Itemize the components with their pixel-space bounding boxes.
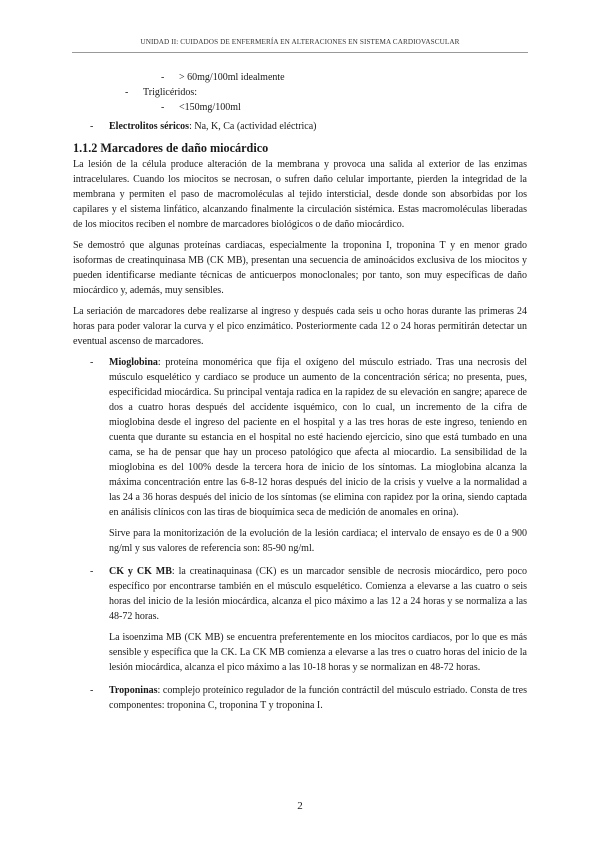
marker-name: CK y CK MB [109, 566, 172, 577]
marker-item: - Troponinas: complejo proteínico regulador de la función contráctil del músculo estriado. Consta de tres componentes: troponina C, troponina T y troponina I. [90, 685, 527, 711]
list-item-text: Triglicéridos: [143, 87, 198, 98]
marker-name: Troponinas [109, 685, 158, 696]
marker-item: - Mioglobina: proteína monomérica que fija el oxígeno del músculo estriado. Tras una necrosis del músculo esquelético y cardiaco se produce un aumento de la concentración sérica; no presenta, pues, especificidad miocárdica. Su principal ventaja radica en la rapidez de su elevación en sangre; aparece de dos a cuatro horas después del accidente isquémico, con lo cual, un incremento de la cifra de mioglobina desde el ingreso del paciente en el hospital y a las tres horas de este ingreso, teniendo en cuenta que durante su estancia en el hospital no esté haciendo ejercicio, sino que está tumbado en una cama, se ha de pensar que hay un proceso patológico que afecta al miocardio. La sensibilidad de la mioglobina es del 100% desde la tercera hora de inicio de los síntomas. La mioglobina alcanza la máxima concentración entre las 6-8-12 horas después del inicio de la crisis y vuelve a la normalidad a las 24 a 36 horas después del inicio de los síntomas (se elimina con rapidez por la orina, siendo captada en análisis clínicos con las tiras de bioquímica seca de medición de anomales en orina). Sirve para la monitorización de la evolución de la lesión cardiaca; el intervalo de ensayo es de 0 a 900 ng/ml y sus valores de referencia son: 85-90 ng/ml. [90, 357, 527, 554]
header-rule [72, 52, 528, 53]
paragraph: La lesión de la célula produce alteración de la membrana y provoca una salida al exterior de las enzimas intracelulares. Cuando los miocitos se necrosan, o sufren daño celular importante, pierden la integridad de la membrana y permiten el paso de macromoléculas al tejido intersticial, desde donde son absorbidas por los capilares y el sistema linfático, alcanzando finalmente la circulación sistémica. Estas macromoléculas liberadas de los miocitos reciben el nombre de marcadores biológicos o de daño miocárdico. [73, 159, 527, 230]
list-item: - Triglicéridos: [125, 87, 198, 98]
marker-item: - CK y CK MB: la creatinaquinasa (CK) es un marcador sensible de necrosis miocárdico, pero poco específico por encontrarse también en el músculo esquelético. Comienza a elevarse a las cuatro o seis horas del inicio de la lesión miocárdica, alcanza el pico máximo a las 12 a 24 horas y se normaliza a las 48-72 horas. La isoenzima MB (CK MB) se encuentra preferentemente en los miocitos cardiacos, por lo que es más sensible y específica que la CK. La CK MB comienza a elevarse a las tres o cuatro horas del inicio de la lesión miocárdica, alcanza el pico máximo a las 10-18 horas y se normalizan en 48-72 horas. [90, 566, 527, 673]
page-content [73, 70, 527, 713]
marker-description: : la creatinaquinasa (CK) es un marcador sensible de necrosis miocárdico, pero poco específico por encontrarse también en el músculo esquelético. Comienza a elevarse a las cuatro o seis horas del inicio de la lesión miocárdica, alcanza el pico máximo a las 12 a 24 horas y se normaliza a las 48-72 horas. [109, 566, 527, 622]
marker-note: La isoenzima MB (CK MB) se encuentra preferentemente en los miocitos cardiacos, por lo que es más sensible y específica que la CK. La CK MB comienza a elevarse a las tres o cuatro horas del inicio de la lesión miocárdica, alcanza el pico máximo a las 10-18 horas y se normalizan en 48-72 horas. [109, 632, 527, 673]
list-item: - > 60mg/100ml idealmente [161, 72, 285, 83]
marker-description: : proteína monomérica que fija el oxígeno del músculo estriado. Tras una necrosis del músculo esquelético y cardiaco se produce un aumento de la concentración sérica; no presenta, pues, especificidad miocárdica. Su principal ventaja radica en la rapidez de su elevación en sangre; aparece de dos a cuatro horas después del accidente isquémico, con lo cual, un incremento de la cifra de mioglobina desde el ingreso del paciente en el hospital y a las tres horas de este ingreso, teniendo en cuenta que durante su estancia en el hospital no esté haciendo ejercicio, sino que está tumbado en una cama, se ha de pensar que hay un proceso patológico que afecta al miocardio. La sensibilidad de la mioglobina es del 100% desde la tercera hora de inicio de los síntomas. La mioglobina alcanza la máxima concentración entre las 6-8-12 horas después del inicio de la crisis y vuelve a la normalidad a las 24 a 36 horas después del inicio de los síntomas (se elimina con rapidez por la orina, siendo captada en análisis clínicos con las tiras de bioquímica seca de medición de anomales en orina). [109, 357, 527, 518]
section-title: 1.1.2 Marcadores de daño miocárdico [73, 141, 269, 155]
list-item: - <150mg/100ml [161, 102, 241, 113]
marker-description: : complejo proteínico regulador de la función contráctil del músculo estriado. Consta de tres componentes: troponina C, troponina T y troponina I. [109, 685, 527, 711]
list-item-text: <150mg/100ml [179, 102, 241, 113]
marker-name: Mioglobina [109, 357, 158, 368]
running-header: UNIDAD II: CUIDADOS DE ENFERMERÍA EN ALTERACIONES EN SISTEMA CARDIOVASCULAR [140, 38, 460, 46]
list-item-text: > 60mg/100ml idealmente [179, 72, 285, 83]
paragraph: La seriación de marcadores debe realizarse al ingreso y después cada seis u ocho horas durante las primeras 24 horas para poder valorar la curva y el pico enzimático. Posteriormente cada 12 o 24 horas permitirán detectar un eventual ascenso de marcadores. [73, 306, 527, 347]
paragraph: Se demostró que algunas proteínas cardiacas, especialmente la troponina I, troponina T y en menor grado isoformas de creatinquinasa MB (CK MB), presentan una secuencia de aminoácidos exclusiva de los miocitos y pueden identificarse mediante técnicas de anticuerpos monoclonales; por tanto, son muy específicas de daño miocárdico y, además, muy sensibles. [73, 240, 527, 296]
page-number: 2 [297, 800, 303, 812]
list-item-term: Electrolitos séricos [109, 121, 190, 132]
list-item: - Electrolitos séricos: Na, K, Ca (actividad eléctrica) [90, 121, 317, 132]
marker-note: Sirve para la monitorización de la evolución de la lesión cardiaca; el intervalo de ensayo es de 0 a 900 ng/ml y sus valores de referencia son: 85-90 ng/ml. [109, 528, 527, 554]
list-item-text: : Na, K, Ca (actividad eléctrica) [189, 121, 317, 132]
